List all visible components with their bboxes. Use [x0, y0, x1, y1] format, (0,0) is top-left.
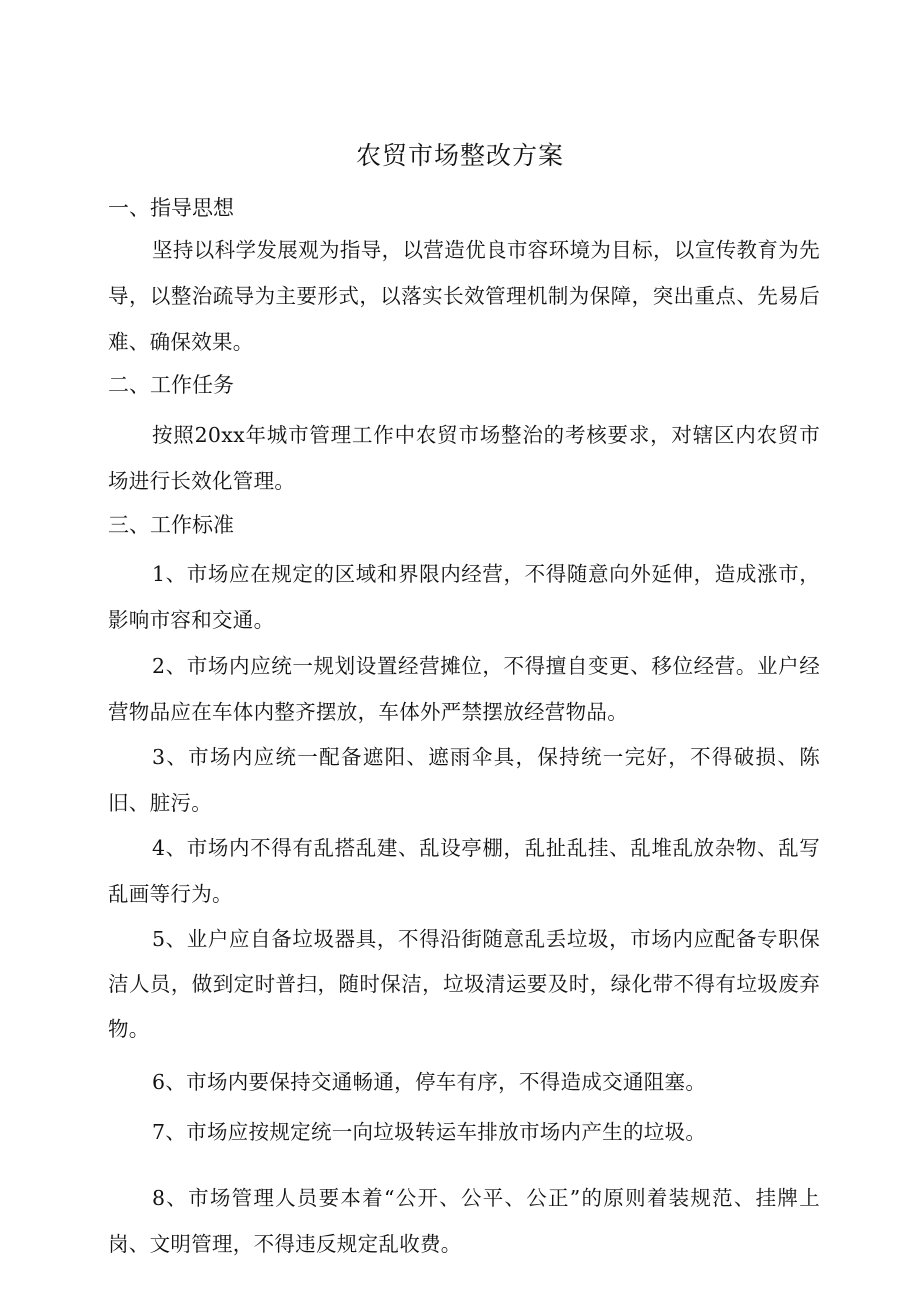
standard-item-6: 6、市场内要保持交通畅通，停车有序，不得造成交通阻塞。	[152, 1070, 707, 1094]
standard-item-5: 5、业户应自备垃圾器具，不得沿街随意乱丢垃圾，市场内应配备专职保洁人员，做到定时普扫，随时保洁，垃圾清运要及时，绿化带不得有垃圾废弃物。	[108, 927, 820, 1041]
standard-item-3: 3、市场内应统一配备遮阳、遮雨伞具，保持统一完好，不得破损、陈旧、脏污。	[108, 745, 820, 815]
section-heading-work-tasks: 二、工作任务	[108, 373, 234, 397]
section-heading-guiding-ideology: 一、指导思想	[108, 196, 234, 220]
standard-item-7: 7、市场应按规定统一向垃圾转运车排放市场内产生的垃圾。	[152, 1120, 707, 1144]
standard-item-1: 1、市场应在规定的区域和界限内经营，不得随意向外延伸，造成涨市，影响市容和交通。	[108, 562, 820, 632]
standard-item-8: 8、市场管理人员要本着“公开、公平、公正”的原则着装规范、挂牌上岗、文明管理，不得违反规定乱收费。	[108, 1186, 820, 1256]
document-title: 农贸市场整改方案	[355, 141, 564, 170]
paragraph-work-tasks: 按照20xx年城市管理工作中农贸市场整治的考核要求，对辖区内农贸市场进行长效化管理。	[108, 423, 820, 493]
standard-item-4: 4、市场内不得有乱搭乱建、乱设亭棚，乱扯乱挂、乱堆乱放杂物、乱写乱画等行为。	[108, 836, 820, 906]
standard-item-2: 2、市场内应统一规划设置经营摊位，不得擅自变更、移位经营。业户经营物品应在车体内整齐摆放，车体外严禁摆放经营物品。	[108, 654, 820, 724]
paragraph-guiding-ideology: 坚持以科学发展观为指导，以营造优良市容环境为目标，以宣传教育为先导，以整治疏导为主要形式，以落实长效管理机制为保障，突出重点、先易后难、确保效果。	[108, 238, 820, 354]
section-heading-work-standards: 三、工作标准	[108, 513, 234, 537]
